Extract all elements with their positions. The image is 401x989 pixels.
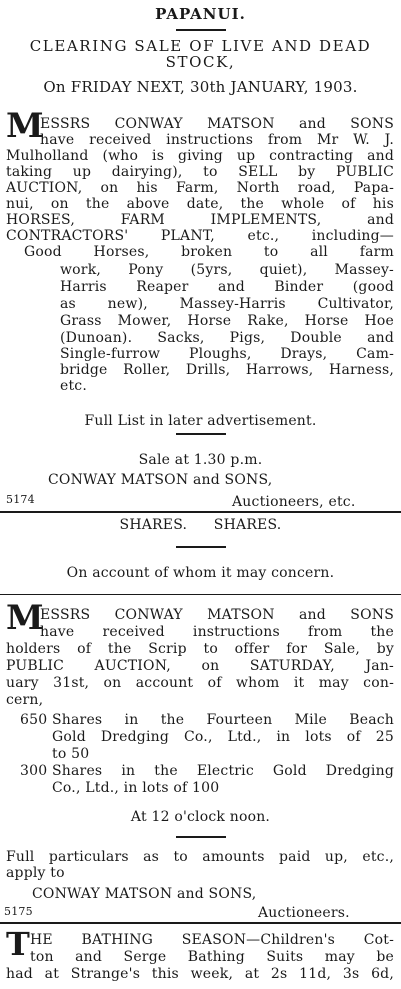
ad1-item-line: as new), Massey-Harris Cultivator, [60,296,394,312]
ad2-lot-line: Gold Dredging Co., Ltd., in lots of 25 [52,729,394,745]
ad2-body-line: uary 31st, on account of whom it may con- [6,675,394,691]
ad1-item-line: (Dunoan). Sacks, Pigs, Double and [60,330,394,346]
ad1-auctioneers: Auctioneers, etc. [232,494,356,510]
ad3-line: had at Strange's this week, at 2s 11d, 3s 6d, [6,966,394,982]
ad2-time: At 12 o'clock noon. [130,809,271,825]
ad1-body-line: CONTRACTORS' PLANT, etc., including— [6,228,394,244]
ad2-lot-line: Co., Ltd., in lots of 100 [52,780,220,796]
ad-separator [0,511,401,513]
ad1-body-line: HORSES, FARM IMPLEMENTS, and [6,212,394,228]
ad2-body-line: cern, [6,692,44,708]
ad1-title-line1: CLEARING SALE OF LIVE AND DEAD [29,37,372,55]
ad1-item-line: Harris Reaper and Binder (good [60,279,394,295]
ad2-subheading: On account of whom it may concern. [66,565,335,581]
ad1-drop-cap: M [6,106,44,146]
ad1-item-line: work, Pony (5yrs, quiet), Massey- [60,262,394,278]
ad3-drop-cap: T [6,925,30,963]
ad2-body-line: holders of the Scrip to offer for Sale, by [6,641,394,657]
ad1-item-line: bridge Roller, Drills, Harrows, Harness, [60,362,394,378]
ad2-heading-rule [176,546,226,548]
ad2-particulars: Full particulars as to amounts paid up, etc., [6,849,394,865]
ad2-body-line: have received instructions from the [40,624,394,640]
ad1-date-line: On FRIDAY NEXT, 30th JANUARY, 1903. [43,78,358,96]
ad1-body-line: nui, on the above date, the whole of his [6,196,394,212]
ad1-rule [176,433,226,435]
ad1-heading-rule [176,29,226,31]
ad-separator [0,922,401,924]
ad2-heading: SHARES. SHARES. [119,517,282,533]
ad1-item-line: Good Horses, broken to all farm [24,244,394,260]
ad2-particulars: apply to [6,865,65,881]
ad2-lot-line: Shares in the Electric Gold Dredging [52,763,394,779]
ad2-firm: CONWAY MATSON and SONS, [32,886,257,902]
ad2-body-line: ESSRS CONWAY MATSON and SONS [40,607,394,623]
ad1-sale-time: Sale at 1.30 p.m. [138,452,263,468]
ad1-item-line: Grass Mower, Horse Rake, Horse Hoe [60,313,394,329]
ad1-body-line: taking up dairying), to SELL by PUBLIC [6,164,394,180]
ad2-lot-line: Shares in the Fourteen Mile Beach [52,712,394,728]
ad1-item-line: etc. [60,378,88,394]
ad2-lot-qty: 300 [20,763,48,779]
ad1-body-line: ESSRS CONWAY MATSON and SONS [40,116,394,132]
ad1-heading: PAPANUI. [155,5,246,23]
ad1-body-line: AUCTION, on his Farm, North road, Papa- [6,180,394,196]
ad2-ref-number: 5175 [4,905,33,918]
ad2-lot-line: to 50 [52,746,90,762]
ad3-line: ton and Serge Bathing Suits may be [30,949,394,965]
ad1-item-line: Single-furrow Ploughs, Drays, Cam- [60,346,394,362]
ad1-full-list: Full List in later advertisement. [84,413,317,429]
ad3-line: HE BATHING SEASON—Children's Cot- [30,932,394,948]
ad2-lot-qty: 650 [20,712,48,728]
ad1-body-line: Mulholland (who is giving up contracting and [6,148,394,164]
ad1-title-line2: STOCK, [165,53,236,71]
ad1-firm: CONWAY MATSON and SONS, [48,472,273,488]
ad2-auctioneers: Auctioneers. [258,905,350,921]
ad1-body-line: have received instructions from Mr W. J. [40,132,394,148]
ad2-drop-cap: M [6,598,44,638]
ad1-ref-number: 5174 [6,493,35,506]
ad2-rule [176,836,226,838]
ad-separator [0,594,401,595]
ad2-body-line: PUBLIC AUCTION, on SATURDAY, Jan- [6,658,394,674]
